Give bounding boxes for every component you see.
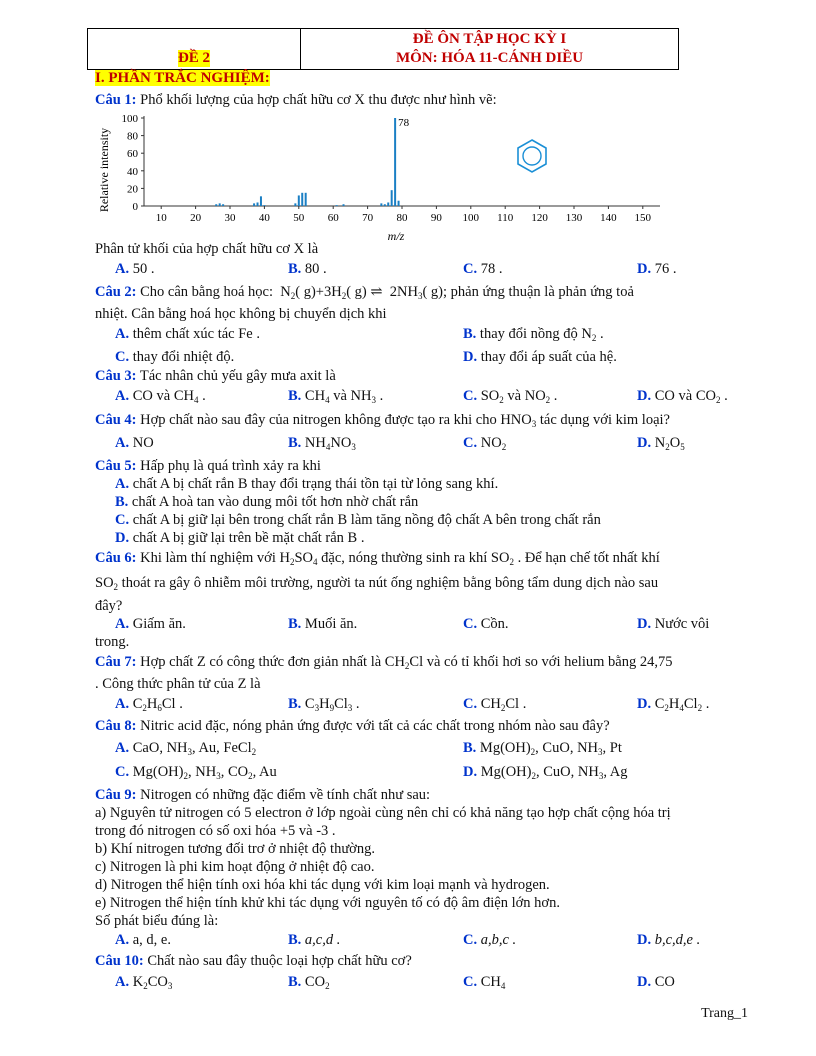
q5-option-b[interactable]: B. chất A hoà tan vào dung môi tốt hơn nhờ chất rắn <box>115 494 419 510</box>
question-6: Câu 6: Khi làm thí nghiệm với $H_2SO_4$ đặc, nóng thường sinh ra khí $SO_2$ . Để hạn chế tốt nhất khí <box>95 550 660 567</box>
q6-option-c[interactable]: C. Cồn. <box>463 616 509 632</box>
question-5: Câu 5: Hấp phụ là quá trình xảy ra khi <box>95 458 321 474</box>
q10-option-c[interactable]: C. $CH_4$ <box>463 974 506 991</box>
q6-option-a[interactable]: A. Giấm ăn. <box>115 616 186 632</box>
q1-option-a[interactable]: A. 50 . <box>115 261 155 277</box>
x-tick-label: 150 <box>634 212 652 224</box>
title-cell <box>301 29 678 69</box>
q3-option-d[interactable]: D. CO và $CO_2$ . <box>637 388 728 405</box>
q7-option-b[interactable]: B. $C_3H_9Cl_3$ . <box>288 696 360 713</box>
q6-option-d-wrap: trong. <box>95 634 130 650</box>
q9-option-d[interactable]: D. b,c,d,e . <box>637 932 701 948</box>
header-box <box>87 28 679 70</box>
y-tick-label: 100 <box>121 113 138 125</box>
q9-option-b[interactable]: B. a,c,d . <box>288 932 341 948</box>
q9-option-a[interactable]: A. a, d, e. <box>115 932 171 948</box>
q3-option-a[interactable]: A. CO và $CH_4$ . <box>115 388 206 405</box>
q7-option-d[interactable]: D. $C_2H_4Cl_2$ . <box>637 696 710 713</box>
q5-option-d[interactable]: D. chất A bị giữ lại trên bề mặt chất rắn B . <box>115 530 365 546</box>
y-tick-label: 40 <box>127 165 138 178</box>
x-tick-label: 120 <box>531 212 548 224</box>
q10-option-a[interactable]: A. $K_2CO_3$ <box>115 974 173 991</box>
benzene-icon <box>518 140 546 172</box>
q7-option-a[interactable]: A. $C_2H_6Cl$ . <box>115 696 183 713</box>
x-ticks <box>144 206 660 224</box>
x-tick-label: 140 <box>600 212 617 224</box>
x-tick-label: 90 <box>430 212 442 224</box>
q5-option-a[interactable]: A. chất A bị chất rắn B thay đổi trạng thái tồn tại từ lỏng sang khí. <box>115 476 499 492</box>
y-tick-label: 0 <box>132 201 138 213</box>
x-tick-label: 10 <box>155 212 167 224</box>
x-tick-label: 110 <box>497 212 514 224</box>
q4-option-a[interactable]: A. NO <box>115 435 154 451</box>
question-7-line2: . Công thức phân tử của Z là <box>95 676 261 692</box>
exam-subject: MÔN: HÓA 11-CÁNH DIỀU <box>395 50 584 66</box>
q5-option-c[interactable]: C. chất A bị giữ lại bên trong chất rắn B làm tăng nồng độ chất A bên trong chất rắn <box>115 512 601 528</box>
q9-statement-a: a) Nguyên tử nitrogen có 5 electron ở lớp ngoài cùng nên chỉ có khả năng tạo hợp chất cộng hóa trị <box>95 805 671 821</box>
mass-spectrum-chart <box>96 108 676 240</box>
question-6-line2: $SO_2$ thoát ra gây ô nhiễm môi trường, người ta nút ống nghiệm bằng bông tẩm dung dịch nào sau <box>95 575 659 592</box>
x-tick-label: 50 <box>293 212 305 224</box>
question-3: Câu 3: Tác nhân chủ yếu gây mưa axit là <box>95 368 336 384</box>
x-tick-label: 40 <box>258 212 270 224</box>
x-tick-label: 100 <box>462 212 480 224</box>
question-7: Câu 7: Hợp chất Z có công thức đơn giản nhất là $CH_2Cl$ và có tỉ khối hơi so với helium bằng 24,75 <box>95 654 673 671</box>
q8-option-b[interactable]: B. $Mg(OH)_2$, CuO, $NH_3$, Pt <box>463 740 622 757</box>
q9-statement-a-cont: trong đó nitrogen có số oxi hóa +5 và -3 . <box>95 823 336 839</box>
x-tick-label: 130 <box>565 212 583 224</box>
q8-option-d[interactable]: D. $Mg(OH)_2$, CuO, $NH_3$, Ag <box>463 764 628 781</box>
q4-option-c[interactable]: C. $NO_2$ <box>463 435 507 452</box>
question-4: Câu 4: Hợp chất nào sau đây của nitrogen không được tạo ra khi cho $HNO_3$ tác dụng với kim loại? <box>95 412 670 429</box>
question-8: Câu 8: Nitric acid đặc, nóng phản ứng được với tất cả các chất trong nhóm nào sau đây? <box>95 718 610 734</box>
q3-option-c[interactable]: C. $SO_2$ và $NO_2$ . <box>463 388 558 405</box>
section-heading: I. PHẦN TRẮC NGHIỆM: <box>95 70 270 86</box>
q4-option-d[interactable]: D. $N_2O_5$ <box>637 435 685 452</box>
y-ticks <box>122 113 145 213</box>
y-tick-label: 60 <box>127 148 138 161</box>
q9-statement-e: e) Nitrogen thể hiện tính khử khi tác dụng với nguyên tố có độ âm điện lớn hơn. <box>95 895 560 911</box>
q1-option-c[interactable]: C. 78 . <box>463 261 503 277</box>
question-1: Câu 1: Phổ khối lượng của hợp chất hữu cơ X thu được như hình vẽ: <box>95 92 497 108</box>
question-2-line2: nhiệt. Cân bằng hoá học không bị chuyển dịch khi <box>95 306 387 322</box>
peaks <box>216 118 398 206</box>
exam-code-cell <box>88 29 301 69</box>
question-9: Câu 9: Nitrogen có những đặc điểm về tính chất như sau: <box>95 787 431 803</box>
question-6-line3: đây? <box>95 598 123 614</box>
q2-option-b[interactable]: B. thay đổi nồng độ $N_2$ . <box>463 326 604 343</box>
question-2: Câu 2: Cho cân bằng hoá học: $N_2$( $g)+3H_2$( g) ⇌ $2NH_3$( g); phản ứng thuận là phản ứng toả <box>95 284 634 301</box>
q10-option-d[interactable]: D. CO <box>637 974 675 990</box>
x-tick-label: 60 <box>327 212 339 224</box>
y-tick-label: 80 <box>127 130 138 143</box>
q2-option-c[interactable]: C. thay đổi nhiệt độ. <box>115 349 235 365</box>
q6-option-b[interactable]: B. Muối ăn. <box>288 616 358 632</box>
x-tick-label: 30 <box>224 212 236 224</box>
x-tick-label: 80 <box>396 212 408 224</box>
q10-option-b[interactable]: B. $CO_2$ <box>288 974 330 991</box>
q3-option-b[interactable]: B. $CH_4$ và $NH_3$ . <box>288 388 384 405</box>
q1-option-d[interactable]: D. 76 . <box>637 261 677 277</box>
q9-ask: Số phát biểu đúng là: <box>95 913 219 929</box>
page-footer: Trang_1 <box>701 1006 748 1021</box>
x-tick-label: 70 <box>362 212 374 224</box>
question-1-ask: Phân tử khối của hợp chất hữu cơ X là <box>95 241 319 257</box>
q4-option-b[interactable]: B. $NH_4NO_3$ <box>288 435 356 452</box>
peak-label: 78 <box>398 117 410 129</box>
y-axis-label: Relative intensity <box>97 127 111 213</box>
q9-statement-c: c) Nitrogen là phi kim hoạt động ở nhiệt độ cao. <box>95 859 375 875</box>
exam-title: ĐỀ ÔN TẬP HỌC KỲ I <box>412 31 567 47</box>
exam-code: ĐỀ 2 <box>177 50 211 66</box>
q2-option-d[interactable]: D. thay đổi áp suất của hệ. <box>463 349 617 365</box>
q2-option-a[interactable]: A. thêm chất xúc tác Fe . <box>115 326 260 342</box>
y-tick-label: 20 <box>127 183 138 196</box>
q9-statement-b: b) Khí nitrogen tương đối trơ ở nhiệt độ thường. <box>95 841 375 857</box>
q9-option-c[interactable]: C. a,b,c . <box>463 932 517 948</box>
q8-option-a[interactable]: A. CaO, $NH_3$, Au, FeCl$_2$ <box>115 740 257 757</box>
q8-option-c[interactable]: C. $Mg(OH)_2$, $NH_3$, $CO_2$, Au <box>115 764 277 781</box>
x-tick-label: 20 <box>190 212 202 224</box>
x-axis-label: m/z <box>387 229 405 240</box>
q9-statement-d: d) Nitrogen thể hiện tính oxi hóa khi tác dụng với kim loại mạnh và hydrogen. <box>95 877 550 893</box>
question-10: Câu 10: Chất nào sau đây thuộc loại hợp chất hữu cơ? <box>95 953 412 969</box>
q6-option-d[interactable]: D. Nước vôi <box>637 616 710 632</box>
q7-option-c[interactable]: C. $CH_2Cl$ . <box>463 696 527 713</box>
q1-option-b[interactable]: B. 80 . <box>288 261 327 277</box>
